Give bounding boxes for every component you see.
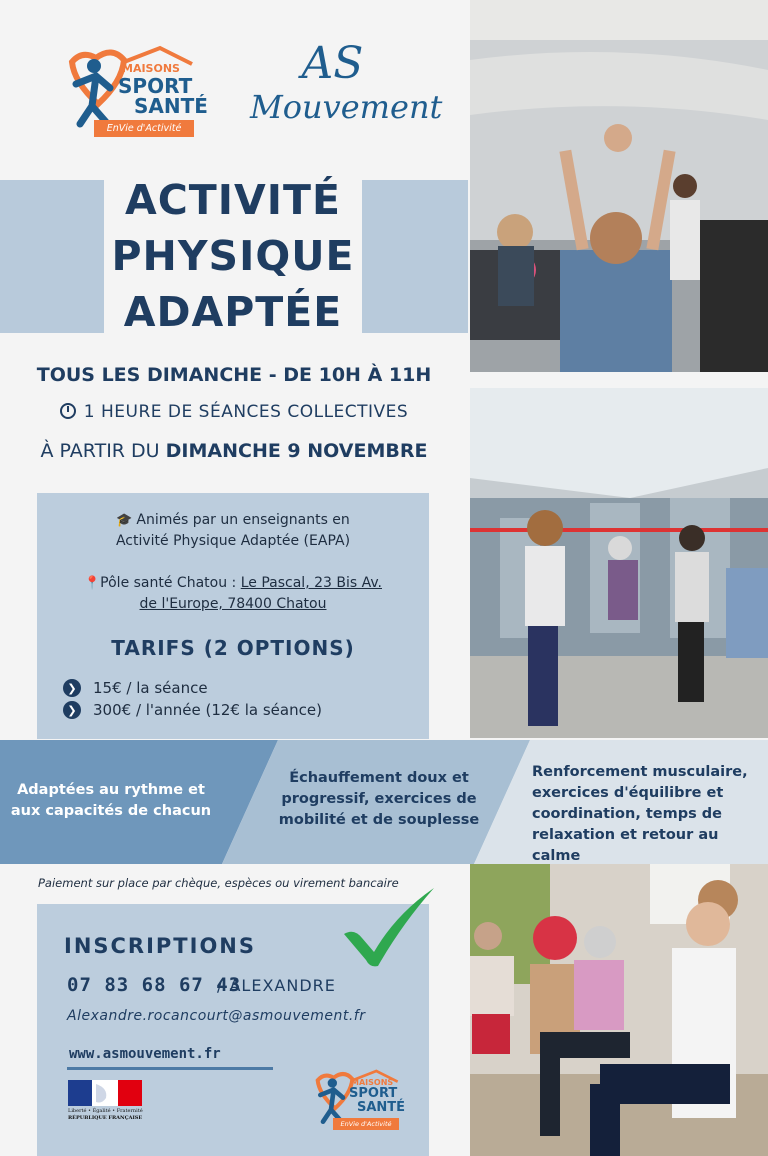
feature-col-2-line: Échauffement doux et — [289, 770, 469, 786]
teacher-info — [37, 510, 429, 552]
chevron-right-icon: ❯ — [63, 679, 81, 697]
feature-col-2-line: mobilité et de souplesse — [278, 812, 480, 828]
tarifs-title: TARIFS (2 OPTIONS) — [111, 636, 355, 660]
feature-col-3-line: Renforcement musculaire, — [532, 764, 748, 780]
title-side-block-right — [362, 180, 468, 333]
mss-line3: SANTÉ — [134, 94, 208, 118]
mss-line1: MAISONS — [122, 62, 180, 75]
mss-small-line2: SPORT — [349, 1086, 398, 1101]
teacher-line-2: Activité Physique Adaptée (EAPA) — [115, 533, 351, 549]
location-info — [37, 573, 429, 615]
tarif-text: 300€ / l'année (12€ la séance) — [93, 701, 322, 719]
features-band — [0, 740, 768, 864]
photo-seated-exercise — [470, 864, 768, 1156]
tarif-item — [63, 701, 322, 719]
title-line-2: PHYSIQUE — [111, 232, 355, 280]
feature-col-3-line: exercices d'équilibre et — [532, 785, 724, 801]
schedule-line: TOUS LES DIMANCHE - DE 10H À 11H — [36, 364, 432, 386]
mss-tagline: EnVie d'Activité — [94, 120, 194, 137]
as-logo-bottom: Mouvement — [250, 88, 443, 126]
rf-text — [68, 1108, 143, 1122]
chevron-right-icon: ❯ — [63, 701, 81, 719]
tarif-text: 15€ / la séance — [93, 679, 208, 697]
title-side-block-left — [0, 180, 104, 333]
mss-small-line3: SANTÉ — [357, 1100, 406, 1115]
location-prefix: Pôle santé Chatou : — [100, 575, 237, 591]
start-date-prefix: À PARTIR DU — [40, 440, 160, 462]
info-box — [37, 493, 429, 739]
teacher-line-1: Animés par un enseignants en — [136, 512, 350, 528]
address-link-2[interactable]: de l'Europe, 78400 Chatou — [139, 596, 327, 612]
checkmark-icon — [340, 884, 440, 968]
photo-stretching-group — [470, 0, 768, 372]
feature-col-1-line: aux capacités de chacun — [10, 803, 212, 819]
feature-col-2-line: progressif, exercices de — [281, 791, 477, 807]
maisons-sport-sante-logo — [62, 44, 208, 139]
mss-small-line1: MAISONS — [351, 1078, 394, 1087]
republique-francaise-logo — [68, 1080, 142, 1130]
stopwatch-icon — [60, 403, 76, 419]
phone-number[interactable]: 07 83 68 67 43 — [67, 974, 242, 996]
page-title — [104, 172, 362, 340]
address-link-1[interactable]: Le Pascal, 23 Bis Av. — [240, 575, 382, 591]
website-underline — [67, 1067, 273, 1070]
inscriptions-title: INSCRIPTIONS — [64, 934, 256, 958]
session-duration — [0, 402, 468, 422]
mss-line2: SPORT — [118, 74, 193, 98]
as-mouvement-logo — [250, 38, 443, 140]
photo-balance-exercise — [470, 388, 768, 738]
email-link[interactable]: Alexandre.rocancourt@asmouvement.fr — [67, 1008, 366, 1024]
tarif-item — [63, 679, 208, 697]
feature-col-1-line: Adaptées au rythme et — [17, 782, 205, 798]
start-date — [0, 440, 468, 462]
mss-small-tagline: EnVie d'Activité — [333, 1118, 399, 1130]
rf-name: RÉPUBLIQUE FRANÇAISE — [68, 1115, 143, 1121]
phone-contact-name: / ALEXANDRE — [217, 976, 336, 995]
as-logo-top: AS — [301, 38, 364, 89]
session-duration-text: 1 HEURE DE SÉANCES COLLECTIVES — [83, 402, 409, 422]
start-date-value: DIMANCHE 9 NOVEMBRE — [165, 440, 428, 462]
rf-motto: Liberté • Égalité • Fraternité — [68, 1108, 143, 1114]
pin-icon: 📍 — [83, 576, 101, 591]
maisons-sport-sante-small-logo — [311, 1068, 406, 1132]
payment-note: Paiement sur place par chèque, espèces ou virement bancaire — [38, 876, 399, 890]
graduation-cap-icon: 🎓 — [116, 513, 133, 528]
feature-col-1 — [0, 780, 222, 822]
title-line-3: ADAPTÉE — [123, 288, 343, 336]
feature-col-3-line: coordination, temps de — [532, 806, 723, 822]
website-link[interactable]: www.asmouvement.fr — [69, 1046, 221, 1062]
feature-col-3 — [532, 762, 768, 867]
feature-col-3-line: relaxation et retour au calme — [532, 827, 719, 864]
feature-col-2 — [264, 768, 494, 831]
title-line-1: ACTIVITÉ — [124, 176, 341, 224]
